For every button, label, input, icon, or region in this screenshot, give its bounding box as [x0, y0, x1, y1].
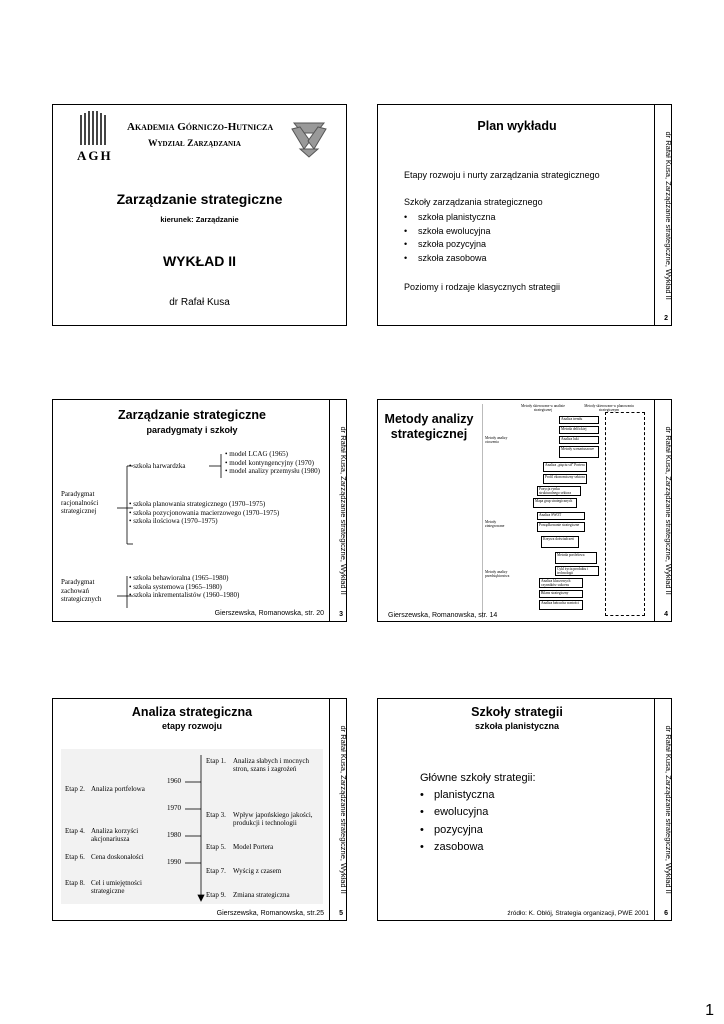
stage-etap-3: Etap 3.	[206, 811, 226, 819]
year-label: 1960	[167, 777, 181, 785]
list-item: • szkoła ewolucyjna	[404, 225, 496, 239]
stage-text: Wpływ japońskiego jakości, produkcji i technologii	[233, 811, 313, 827]
category-environment: Metody analizy otoczenia	[485, 436, 508, 445]
stage-text: Zmiana strategiczna	[233, 891, 290, 899]
school-group-2	[129, 574, 239, 600]
method-box: Metoda delfickiej	[559, 426, 599, 434]
year-label: 1980	[167, 831, 181, 839]
slide-number: 2	[664, 315, 668, 322]
slide3-title: Zarządzanie strategiczne	[118, 408, 266, 422]
agh-logo	[77, 111, 111, 165]
methods-diagram	[482, 404, 653, 618]
list-item: • szkoła pozycyjna	[404, 238, 496, 252]
stage-text: Analiza korzyści akcjonariusza	[91, 827, 139, 843]
timeline-figure	[61, 749, 323, 904]
agh-text: AGH	[77, 148, 113, 163]
slide1-title: Zarządzanie strategiczne	[116, 191, 283, 207]
method-box: Cykl życia produktu i technologii	[555, 566, 599, 576]
list-item: • zasobowa	[420, 839, 495, 856]
method-box: Bilans strategiczny	[539, 590, 583, 598]
method-box: Analiza kluczowych czynników sukcesu	[539, 578, 583, 588]
lecture-label: WYKŁAD II	[162, 253, 237, 269]
slide-5	[52, 698, 347, 921]
stage-etap-1: Etap 1.	[206, 757, 226, 765]
source-note: Gierszewska, Romanowska, str.25	[216, 910, 324, 917]
slide2-title: Plan wykładu	[477, 119, 557, 133]
side-label: dr Rafał Kusa, Zarządzanie strategiczne, Wykład II	[664, 426, 673, 595]
stage-text: Model Portera	[233, 843, 274, 851]
list-item: • szkoła systemowa (1965–1980)	[129, 582, 222, 591]
schools-heading: Główne szkoły strategii:	[420, 772, 536, 784]
planning-border	[605, 412, 645, 616]
stage-etap-2: Etap 2.	[65, 785, 85, 793]
schools-list	[420, 787, 495, 856]
stage-text: Cel i umiejętności strategiczne	[91, 879, 142, 895]
list-item: • model analizy przemysłu (1980)	[225, 467, 320, 475]
side-label: dr Rafał Kusa, Zarządzanie strategiczne, Wykład II	[664, 131, 673, 300]
slide3-subtitle: paradygmaty i szkoły	[146, 425, 238, 435]
side-label: dr Rafał Kusa, Zarządzanie strategiczne, Wykład II	[339, 426, 348, 595]
slide6-title: Szkoły strategii	[471, 705, 563, 719]
slide-1	[52, 104, 347, 326]
stage-etap-6: Etap 6.	[65, 853, 85, 861]
slide-number: 4	[664, 611, 668, 618]
author-name: dr Rafał Kusa	[169, 297, 230, 308]
list-item: • model kontyngencyjny (1970)	[225, 458, 314, 467]
source-note: źródło: K. Obłój, Strategia organizacji, PWE 2001	[507, 910, 649, 917]
method-box: Metoda portfelowa	[555, 552, 597, 564]
plan-schools-list	[404, 211, 496, 266]
method-box: Analiza „pięciu sił” Portera	[543, 462, 587, 472]
slide-2	[377, 104, 672, 326]
harvard-school: • szkoła harwardzka	[129, 462, 186, 470]
paradigm-1-label: Paradygmat racjonalności strategicznej	[61, 490, 99, 515]
slide6-subtitle: szkoła planistyczna	[474, 721, 560, 731]
paradigm-2-label: Paradygmat zachowań strategicznych	[61, 578, 102, 603]
stage-text: Cena doskonałości	[91, 853, 144, 861]
stage-text: Analiza słabych i mocnych stron, szans i zagrożeń	[233, 757, 310, 773]
stage-etap-5: Etap 5.	[206, 843, 226, 851]
list-item: • pozycyjna	[420, 822, 495, 839]
paradigm-diagram	[61, 444, 323, 616]
list-item: • szkoła ilościowa (1970–1975)	[129, 517, 218, 525]
side-strip	[329, 699, 346, 920]
slide5-subtitle: etapy rozwoju	[161, 721, 222, 731]
list-item: • szkoła zasobowa	[404, 252, 496, 266]
category-integrated: Metody zintegrowane	[485, 520, 505, 529]
stage-etap-4: Etap 4.	[65, 827, 85, 835]
side-label: dr Rafał Kusa, Zarządzanie strategiczne, Wykład II	[339, 725, 348, 894]
side-strip	[654, 105, 671, 325]
method-box: Analiza SWOT	[537, 512, 585, 520]
side-strip	[329, 400, 346, 621]
stage-text: Analiza portfelowa	[91, 785, 145, 793]
slide-6	[377, 698, 672, 921]
method-box: Profil ekonomiczny sektora	[543, 474, 587, 484]
list-item: • szkoła inkrementalistów (1960–1980)	[129, 591, 240, 599]
source-note: Gierszewska, Romanowska, str. 20	[214, 610, 324, 617]
method-boxes	[483, 404, 653, 618]
method-box: Porządkowanie strategiczne	[537, 522, 585, 532]
category-enterprise: Metody analizy przedsiębiorstwa	[485, 570, 510, 579]
slide5-title: Analiza strategiczna	[131, 705, 253, 719]
stage-etap-8: Etap 8.	[65, 879, 85, 887]
school-group-1	[129, 500, 279, 526]
academy-name: Akademia Górniczo-Hutnicza	[127, 121, 274, 133]
slide-number: 3	[339, 611, 343, 618]
method-box: Pozycja rynku strukturalnego sektora	[537, 486, 581, 496]
header-planning: Metody skierowane w planowaniu strategicznym	[584, 404, 634, 413]
method-box: Krzywa doświadczeń	[541, 536, 579, 548]
list-item: • ewolucyjna	[420, 804, 495, 821]
side-strip	[654, 699, 671, 920]
list-item: • szkoła planistyczna	[404, 211, 496, 225]
slide-number: 5	[339, 910, 343, 917]
stage-etap-9: Etap 9.	[206, 891, 226, 899]
stage-text: Wyścig z czasem	[233, 867, 282, 875]
list-item: • szkoła pozycjonowania macierzowego (1970–1975)	[129, 508, 280, 517]
slide-3	[52, 399, 347, 622]
field-label: kierunek: Zarządzanie	[160, 215, 239, 224]
list-item: • szkoła planowania strategicznego (1970–1975)	[129, 500, 266, 508]
side-label: dr Rafał Kusa, Zarządzanie strategiczne, Wykład II	[664, 725, 673, 894]
list-item: • planistyczna	[420, 787, 495, 804]
stage-etap-7: Etap 7.	[206, 867, 226, 875]
department-name: Wydział Zarządzania	[148, 139, 241, 149]
list-item: • szkoła behawioralna (1965–1980)	[129, 574, 229, 582]
list-item: • model LCAG (1965)	[225, 450, 288, 458]
source-note: Gierszewska, Romanowska, str. 14	[388, 612, 498, 619]
year-label: 1990	[167, 858, 181, 866]
model-list	[225, 450, 320, 476]
plan-item-1: Etapy rozwoju i nurty zarządzania strategicznego	[404, 170, 600, 180]
method-box: Mapa grup strategicznych	[533, 498, 577, 508]
method-box: Analiza trendu	[559, 416, 599, 424]
side-strip	[654, 400, 671, 621]
method-box: Metody scenariuszowe	[559, 446, 599, 458]
method-box: Analiza luki	[559, 436, 599, 444]
university-emblem	[290, 119, 328, 159]
slide4-title: Metody analizy strategicznej	[384, 412, 474, 441]
header-analysis: Metody skierowane w analizie strategicznej	[520, 404, 565, 413]
plan-item-3: Poziomy i rodzaje klasycznych strategii	[404, 282, 561, 292]
plan-schools-heading: Szkoły zarządzania strategicznego	[404, 197, 543, 207]
slide-number: 6	[664, 910, 668, 917]
method-box: Analiza łańcucha wartości	[539, 600, 583, 610]
page-number: 1	[705, 1002, 714, 1019]
year-label: 1970	[167, 804, 181, 812]
slide-4	[377, 399, 672, 622]
